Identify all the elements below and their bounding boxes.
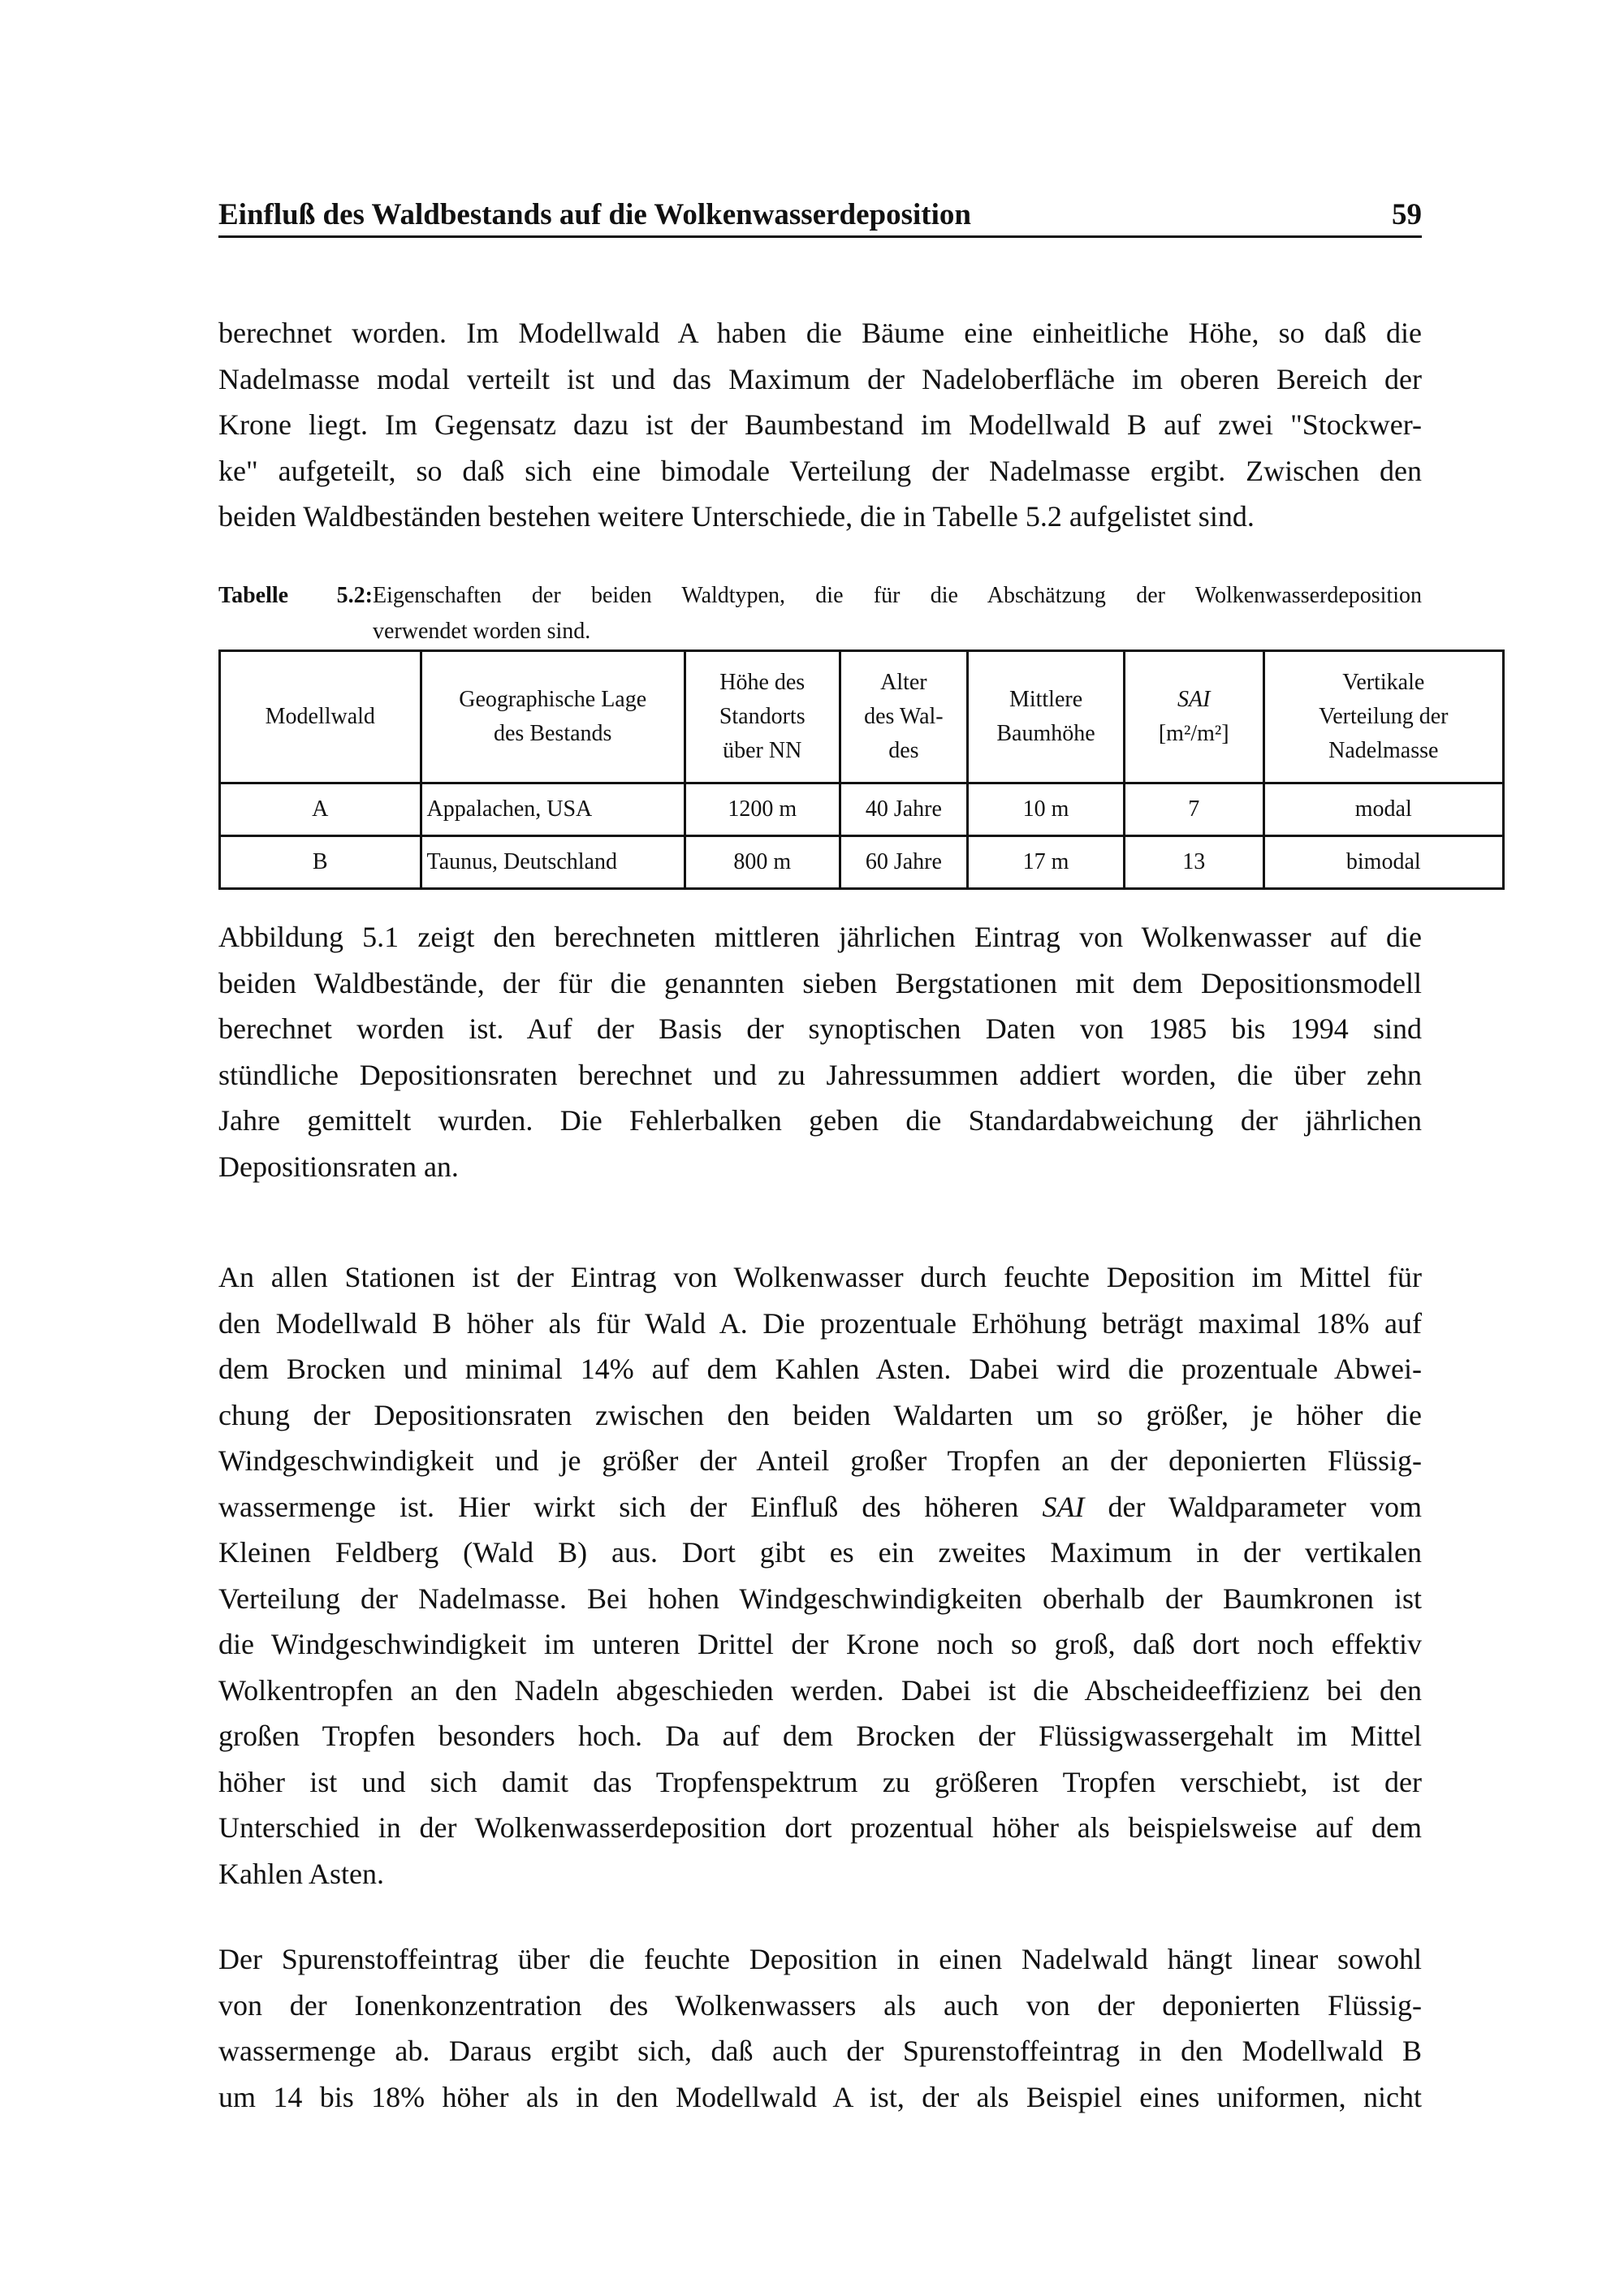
column-header-line: des [888,738,919,763]
text-line: Kahlen Asten. [218,1857,384,1890]
text-line: Der Spurenstoffeintrag über die feuchte Deposition in einen Nadelwald hängt linear sowohl [218,1943,1422,1975]
text-line: großen Tropfen besonders hoch. Da auf dem Brocken der Flüssigwassergehalt im Mittel [218,1720,1422,1752]
column-header-line: Geographische Lage [459,687,647,712]
column-header [421,651,685,783]
table-cell: 800 m [685,836,840,889]
column-header-line: Standorts [719,704,806,729]
column-header-line: Modellwald [265,704,375,729]
caption-label: Tabelle 5.2: [218,583,373,608]
caption-text-1: Eigenschaften der beiden Waldtypen, die für die Abschätzung der Wolkenwasserdeposition [373,583,1422,608]
table-header-row [220,651,1504,783]
text-line: Abbildung 5.1 zeigt den berechneten mittleren jährlichen Eintrag von Wolkenwasser auf die [218,921,1422,953]
forest-properties-table [218,650,1505,890]
column-header-line: Vertikale [1342,670,1425,695]
column-header-line: über NN [723,738,802,763]
header-title: Einfluß des Waldbestands auf die Wolkenwasserdeposition [218,198,971,231]
text-line: Jahre gemittelt wurden. Die Fehlerbalken geben die Standardabweichung der jährlichen [218,1104,1422,1137]
column-header-line: Höhe des [719,670,806,695]
column-header-line: Mittlere [1009,687,1083,712]
text-line: Krone liegt. Im Gegensatz dazu ist der Baumbestand im Modellwald B auf zwei "Stockwer- [218,408,1422,441]
column-header-line: Baumhöhe [996,721,1095,746]
table-cell: B [220,836,421,889]
text-line: berechnet worden ist. Auf der Basis der synoptischen Daten von 1985 bis 1994 sind [218,1012,1422,1045]
column-header-line: des Bestands [494,721,612,746]
table-cell: A [220,783,421,836]
column-header [840,651,968,783]
column-header-line: des Wal- [864,704,944,729]
column-header [1124,651,1263,783]
table-cell: modal [1263,783,1503,836]
table-cell: 17 m [968,836,1125,889]
text-line: höher ist und sich damit das Tropfenspektrum zu größeren Tropfen verschiebt, ist der [218,1765,1422,1798]
text-line: Verteilung der Nadelmasse. Bei hohen Windgeschwindigkeiten oberhalb der Baumkronen ist [218,1582,1422,1615]
column-header [685,651,840,783]
text-line: stündliche Depositionsraten berechnet und zu Jahressummen addiert worden, die über zehn [218,1058,1422,1091]
table-cell: bimodal [1263,836,1503,889]
text-line: wassermenge ab. Daraus ergibt sich, daß auch der Spurenstoffeintrag in den Modellwald B [218,2035,1422,2067]
text-line: chung der Depositionsraten zwischen den beiden Waldarten um so größer, je höher die [218,1398,1422,1431]
caption-text-2: verwendet worden sind. [373,619,591,644]
table-cell: 7 [1124,783,1263,836]
column-header [220,651,421,783]
table-cell: 13 [1124,836,1263,889]
text-line: die Windgeschwindigkeit im unteren Drittel der Krone noch so groß, daß dort noch effektiv [218,1628,1422,1660]
text-line: ke" aufgeteilt, so daß sich eine bimodale Verteilung der Nadelmasse ergibt. Zwischen den [218,454,1422,487]
table-cell: 60 Jahre [840,836,968,889]
column-header-line: Alter [880,670,927,695]
paragraph-1 [218,310,1422,540]
column-header-line: Verteilung der [1319,704,1449,729]
table-row [220,783,1504,836]
text-line: Nadelmasse modal verteilt ist und das Maximum der Nadeloberfläche im oberen Bereich der [218,362,1422,395]
table-row [220,836,1504,889]
text-line: Kleinen Feldberg (Wald B) aus. Dort gibt es ein zweites Maximum in der vertikalen [218,1536,1422,1569]
text-line: Wolkentropfen an den Nadeln abgeschieden werden. Dabei ist die Abscheideeffizienz bei den [218,1673,1422,1707]
column-header-line: Nadelmasse [1328,738,1439,763]
text-line: beiden Waldbeständen bestehen weitere Unterschiede, die in Tabelle 5.2 aufgelistet sind. [218,500,1255,533]
text-line: von der Ionenkonzentration des Wolkenwassers als auch von der deponierten Flüssig- [218,1988,1422,2022]
text-line: Windgeschwindigkeit und je größer der Anteil großer Tropfen an der deponierten Flüssig- [218,1444,1422,1477]
column-header-line: SAI [1177,687,1211,712]
column-header [968,651,1125,783]
column-header-line: [m²/m²] [1158,721,1229,746]
page-number: 59 [1392,198,1422,231]
table-cell: 1200 m [685,783,840,836]
paragraph-3 [218,1254,1422,1897]
table-cell: 40 Jahre [840,783,968,836]
text-line: wassermenge ist. Hier wirkt sich der Einfluß des höheren SAI der Waldparameter vom [218,1490,1422,1523]
table-cell: Taunus, Deutschland [421,836,685,889]
text-line: den Modellwald B höher als für Wald A. Die prozentuale Erhöhung beträgt maximal 18% auf [218,1306,1422,1340]
text-line: Depositionsraten an. [218,1150,459,1183]
column-header [1263,651,1503,783]
table-cell: 10 m [968,783,1125,836]
text-line: berechnet worden. Im Modellwald A haben die Bäume eine einheitliche Höhe, so daß die [218,317,1422,349]
text-line: An allen Stationen ist der Eintrag von Wolkenwasser durch feuchte Deposition im Mittel für [218,1261,1422,1293]
table-caption [218,578,1422,650]
text-line: beiden Waldbestände, der für die genannten sieben Bergstationen mit dem Depositionsmodell [218,966,1422,999]
running-header [218,195,1422,238]
text-line: Unterschied in der Wolkenwasserdeposition dort prozentual höher als beispielsweise auf dem [218,1811,1422,1844]
text-line: dem Brocken und minimal 14% auf dem Kahlen Asten. Dabei wird die prozentuale Abwei- [218,1353,1422,1385]
paragraph-2 [218,914,1422,1189]
text-line: um 14 bis 18% höher als in den Modellwald A ist, der als Beispiel eines uniformen, nicht [218,2080,1422,2113]
table-cell: Appalachen, USA [421,783,685,836]
paragraph-4 [218,1936,1422,2120]
